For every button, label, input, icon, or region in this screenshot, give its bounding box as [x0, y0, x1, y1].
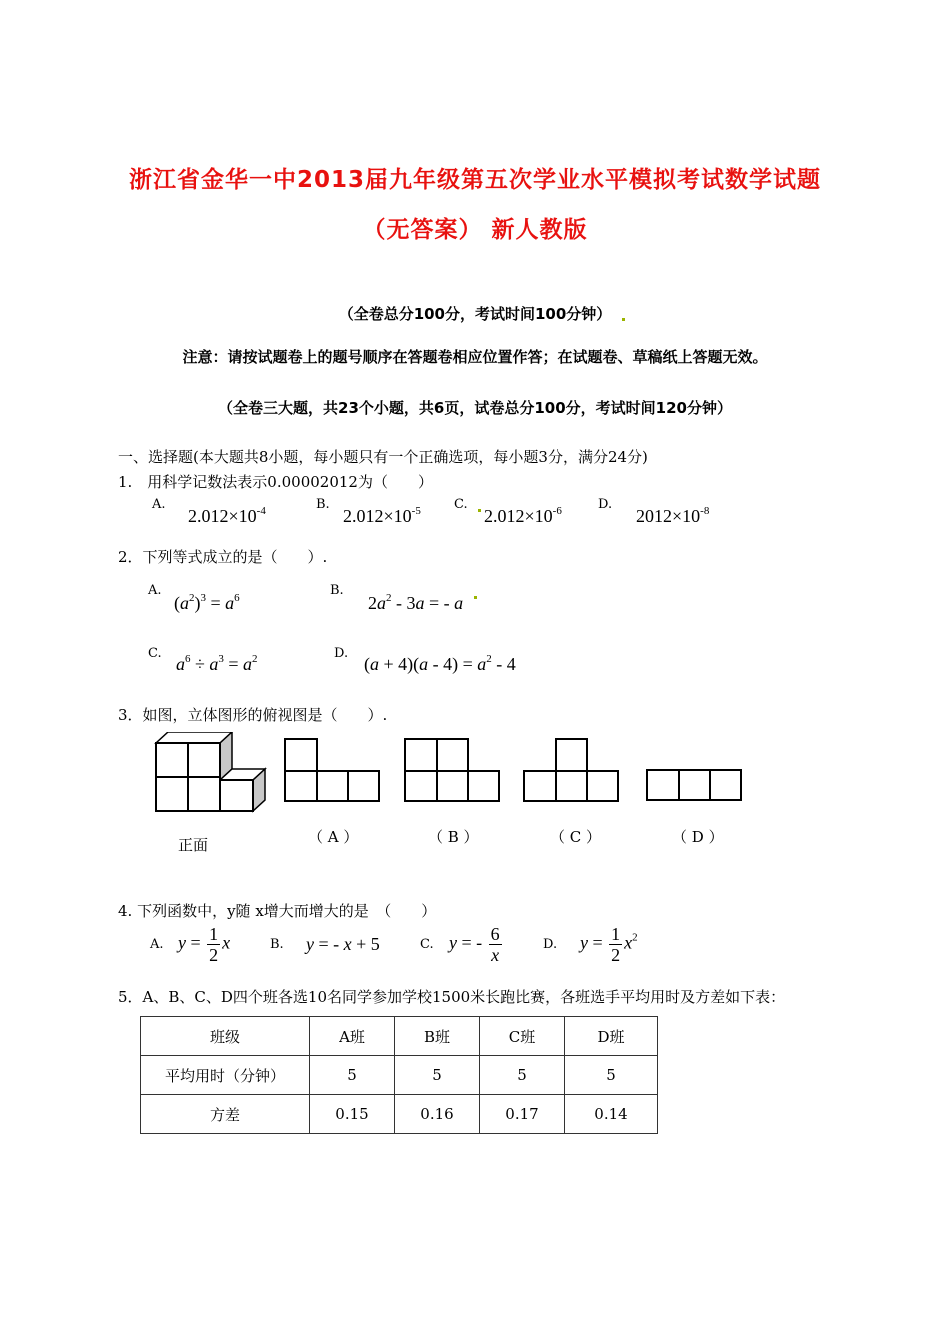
q4-label-d: D.: [543, 937, 558, 952]
table-cell: 0.16: [395, 1095, 480, 1134]
q1-option-d: $2012\times 10^{-8}$: [636, 505, 710, 526]
q1-option-b: $2.012\times 10^{-5}$: [343, 505, 421, 526]
marker-dot: [478, 509, 481, 512]
table-cell: 0.14: [565, 1095, 658, 1134]
q1-stem: 1. 用科学记数法表示0.00002012为（ ）: [118, 473, 433, 491]
table-cell: D班: [565, 1017, 658, 1056]
q4-option-d: y = $\frac{1}{2}$ $x^2$: [580, 924, 638, 965]
q1-label-a: A.: [152, 497, 166, 512]
table-row: [141, 1095, 658, 1134]
table-row: [141, 1056, 658, 1095]
q3-choice-c: （ C ）: [550, 828, 602, 846]
q4-label-b: B.: [270, 937, 284, 952]
table-cell: 5: [310, 1056, 395, 1095]
q2-option-d: $(a + 4)(a - 4) = a^2 - 4$: [364, 653, 516, 674]
table-header-row: [141, 1017, 658, 1056]
q1-label-d: D.: [598, 497, 613, 512]
document-title-line2: （无答案） 新人教版: [362, 217, 588, 243]
q3-stem: 3．如图，立体图形的俯视图是（ ）.: [118, 706, 388, 724]
q3-choice-a: （ A ）: [308, 828, 359, 846]
solid-figure-3d: [150, 732, 270, 816]
q2-label-d: D.: [334, 646, 349, 661]
table-cell: 0.17: [480, 1095, 565, 1134]
option-a-figure: [283, 737, 383, 803]
summary: （全卷三大题，共23个小题，共6页，试卷总分100分，考试时间120分钟）: [218, 399, 732, 417]
front-view-label: 正面: [178, 836, 209, 854]
q1-option-a: $2.012\times 10^{-4}$: [188, 505, 266, 526]
q4-option-c: y = - $\frac{6}{x}$: [449, 924, 500, 965]
notice: 注意：请按试题卷上的题号顺序在答题卷相应位置作答；在试题卷、草稿纸上答题无效。: [182, 348, 768, 366]
q4-option-a: y = $\frac{1}{2}$ x: [178, 924, 231, 965]
table-cell: 平均用时（分钟）: [141, 1056, 310, 1095]
total-note: （全卷总分100分，考试时间100分钟）: [338, 305, 612, 323]
results-table: [140, 1016, 658, 1134]
q2-stem: 2．下列等式成立的是（ ）.: [118, 548, 328, 566]
table-cell: 5: [395, 1056, 480, 1095]
q2-option-a: $(a^2)^3 = a^6$: [174, 592, 240, 613]
q2-option-b: $2a^2 - 3a$ = - a: [368, 592, 464, 613]
table-cell: 5: [480, 1056, 565, 1095]
q2-label-c: C.: [148, 646, 162, 661]
q4-label-a: A.: [150, 937, 164, 952]
marker-dot: [622, 318, 625, 321]
table-cell: A班: [310, 1017, 395, 1056]
q1-label-b: B.: [316, 497, 330, 512]
table-cell: 5: [565, 1056, 658, 1095]
q3-choice-d: （ D ）: [672, 828, 724, 846]
marker-dot: [474, 596, 477, 599]
option-d-figure: [645, 768, 745, 803]
q5-stem: 5．A、B、C、D四个班各选10名同学参加学校1500米长跑比赛，各班选手平均用时及方差如下表：: [118, 988, 786, 1006]
q1-option-c: $2.012\times 10^{-6}$: [484, 505, 562, 526]
q2-option-c: $a^6 \div a^3 = a^2$: [176, 653, 258, 674]
table-cell: 方差: [141, 1095, 310, 1134]
table-cell: 0.15: [310, 1095, 395, 1134]
q2-label-a: A.: [148, 583, 162, 598]
q4-label-c: C.: [420, 937, 434, 952]
q2-label-b: B.: [330, 583, 344, 598]
table-cell: 班级: [141, 1017, 310, 1056]
option-c-figure: [522, 737, 622, 803]
table-cell: C班: [480, 1017, 565, 1056]
option-b-figure: [403, 737, 503, 803]
document-title-line1: 浙江省金华一中2013届九年级第五次学业水平模拟考试数学试题: [128, 167, 821, 193]
section-heading: 一、选择题(本大题共8小题，每小题只有一个正确选项，每小题3分，满分24分): [118, 448, 648, 466]
q3-choice-b: （ B ）: [428, 828, 479, 846]
q4-option-b: y = - x + 5: [306, 934, 380, 954]
q4-stem: 4. 下列函数中，y随 x增大而增大的是 （ ）: [118, 902, 437, 920]
table-cell: B班: [395, 1017, 480, 1056]
q1-label-c: C.: [454, 497, 468, 512]
